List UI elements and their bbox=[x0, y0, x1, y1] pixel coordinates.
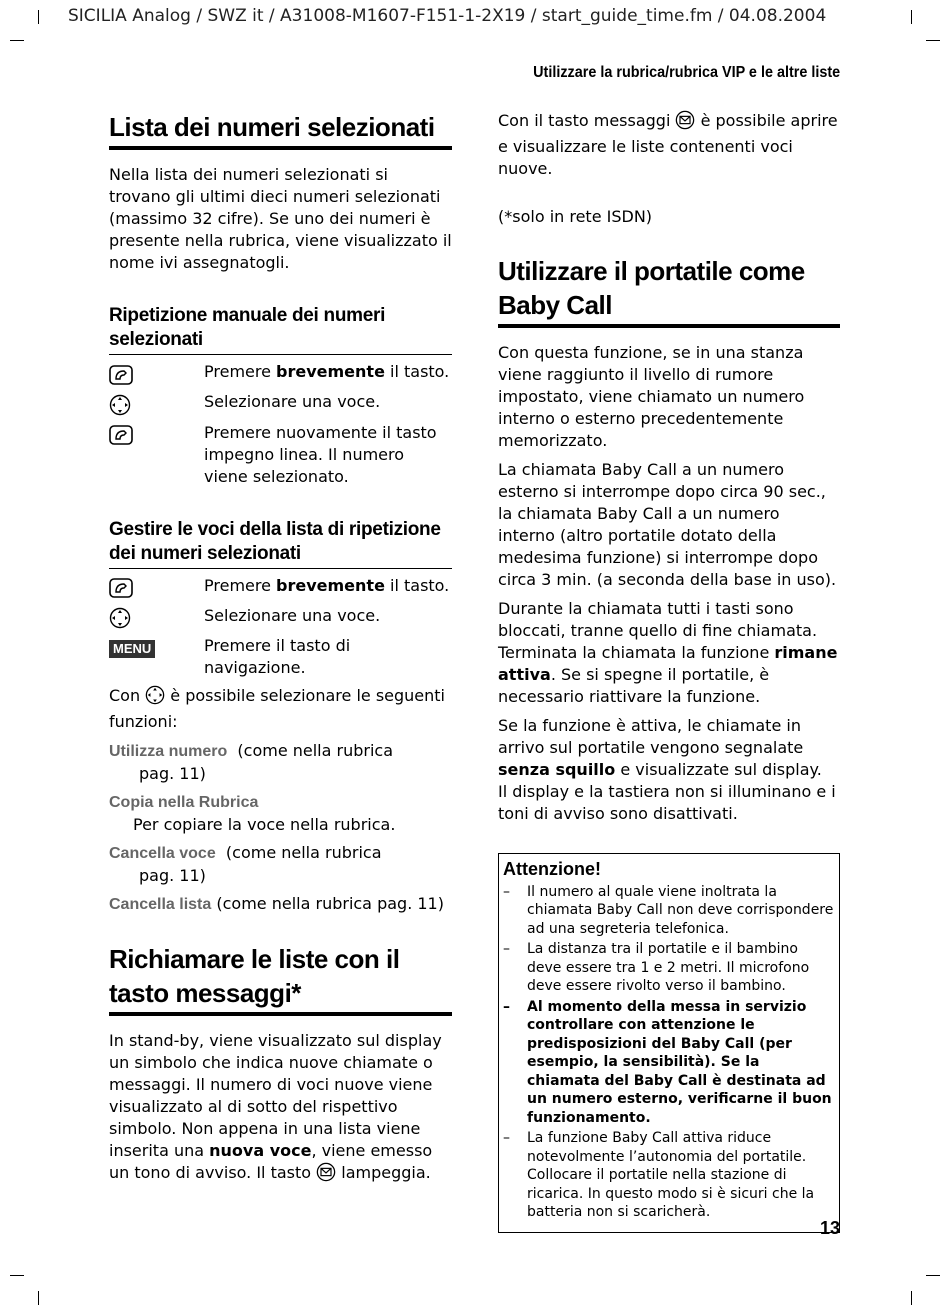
talk-key-icon bbox=[109, 361, 204, 385]
message-key-info: Con il tasto messaggi è possibile aprire e visualizzare le liste contenenti voci nuove. bbox=[498, 111, 838, 178]
crop-mark bbox=[10, 40, 24, 41]
function-item: Cancella lista (come nella rubrica pag. 11) bbox=[109, 894, 444, 913]
function-label: Utilizza numero bbox=[109, 743, 228, 760]
navigation-key-icon bbox=[145, 685, 165, 711]
menu-key: MENU bbox=[109, 640, 155, 658]
function-label: Cancella voce bbox=[109, 845, 216, 862]
step-text: Premere il tasto di navigazione. bbox=[204, 636, 351, 677]
page-number: 13 bbox=[819, 1218, 840, 1238]
message-key-icon bbox=[316, 1162, 336, 1188]
baby-call-paragraph: Durante la chiamata tutti i tasti sono bloccati, tranne quello di fine chiamata. Terminata la chiamata la funzione rimane attiva. Se si spegne il portatile, è necessario riattivare la funzione. bbox=[498, 599, 838, 706]
section-title-baby-call: Utilizzare il portatile come Baby Call bbox=[498, 254, 840, 328]
crop-mark bbox=[911, 10, 912, 24]
talk-key-icon bbox=[109, 575, 204, 599]
warning-list bbox=[503, 883, 835, 1222]
warning-box bbox=[498, 853, 840, 1233]
step-text: Premere brevemente il tasto. bbox=[204, 362, 450, 381]
message-key-icon bbox=[675, 110, 695, 136]
baby-call-paragraph: Con questa funzione, se in una stanza viene raggiunto il livello di rumore impostato, viene chiamato un numero interno o esterno precedentemente memorizzato. bbox=[498, 343, 805, 450]
section-title-message-key: Richiamare le liste con il tasto messaggi* bbox=[109, 942, 452, 1016]
message-key-body: In stand-by, viene visualizzato sul display un simbolo che indica nuove chiamate o messaggi. Il numero di voci nuove viene visualizzato al di sotto del rispettivo simbolo. Non appena in una lista viene inserita una nuova voce, viene emesso un tono di avviso. Il tasto lampeggia. bbox=[109, 1030, 452, 1188]
function-item: Utilizza numero (come nella rubrica pag. 11) bbox=[109, 741, 394, 783]
warning-item: – La distanza tra il portatile e il bambino deve essere tra 1 e 2 metri. Il microfono deve essere rivolto verso il bambino. bbox=[503, 940, 835, 996]
step-text: Premere nuovamente il tasto impegno linea. Il numero viene selezionato. bbox=[204, 422, 437, 486]
document-header: SICILIA Analog / SWZ it / A31008-M1607-F151-1-2X19 / start_guide_time.fm / 04.08.2004 bbox=[68, 6, 827, 26]
crop-mark bbox=[926, 40, 940, 41]
step-text: Selezionare una voce. bbox=[204, 392, 381, 411]
subsection-title-manual-redial: Ripetizione manuale dei numeri selezionati bbox=[109, 304, 452, 355]
step-row bbox=[109, 422, 452, 488]
navigation-key-icon bbox=[109, 605, 204, 630]
baby-call-paragraph: La chiamata Baby Call a un numero esterno si interrompe dopo circa 90 sec., la chiamata Baby Call a un numero interno (altro portatile dotato della medesima funzione) si interrompe dopo circa 3 min. (a seconda della base in uso). bbox=[498, 460, 837, 589]
step-row bbox=[109, 605, 452, 630]
crop-mark bbox=[38, 1291, 39, 1305]
step-row bbox=[109, 391, 452, 416]
warning-item: – Il numero al quale viene inoltrata la chiamata Baby Call non deve corrispondere ad una segreteria telefonica. bbox=[503, 883, 835, 939]
function-label: Cancella lista bbox=[109, 896, 212, 913]
isdn-footnote: (*solo in rete ISDN) bbox=[498, 207, 653, 226]
crop-mark bbox=[911, 1291, 912, 1305]
step-row bbox=[109, 361, 452, 385]
redial-list-intro: Nella lista dei numeri selezionati si trovano gli ultimi dieci numeri selezionati (massimo 32 cifre). Se uno dei numeri è presente nella rubrica, viene visualizzato il nome ivi assegnatogli. bbox=[109, 165, 452, 272]
crop-mark bbox=[38, 10, 39, 24]
step-row bbox=[109, 635, 452, 679]
baby-call-paragraph: Se la funzione è attiva, le chiamate in arrivo sul portatile vengono segnalate senza squillo e visualizzate sul display. Il display e la tastiera non si illuminano e i toni di avviso sono disattivati. bbox=[498, 716, 836, 823]
navigation-key-icon bbox=[109, 391, 204, 416]
left-column bbox=[109, 110, 452, 1195]
function-item: Copia nella Rubrica Per copiare la voce nella rubrica. bbox=[109, 794, 396, 834]
step-text: Premere brevemente il tasto. bbox=[204, 575, 450, 595]
crop-mark bbox=[10, 1275, 24, 1276]
subsection-title-manage-entries: Gestire le voci della lista di ripetizione dei numeri selezionati bbox=[109, 518, 452, 569]
step-row bbox=[109, 575, 452, 599]
step-text: Selezionare una voce. bbox=[204, 605, 381, 625]
warning-item: – La funzione Baby Call attiva riduce notevolmente l’autonomia del portatile. Collocare il portatile nella stazione di ricarica. In questo modo si è sicuri che la batteria non si scaricherà. bbox=[503, 1129, 835, 1222]
section-title-redial-list: Lista dei numeri selezionati bbox=[109, 110, 452, 150]
function-item: Cancella voce (come nella rubrica pag. 11) bbox=[109, 843, 382, 885]
function-label: Copia nella Rubrica bbox=[109, 794, 259, 811]
right-column bbox=[498, 110, 840, 1233]
functions-intro: Con è possibile selezionare le seguenti funzioni: bbox=[109, 686, 445, 731]
talk-key-icon bbox=[109, 422, 204, 488]
crop-mark bbox=[926, 1275, 940, 1276]
warning-item: – Al momento della messa in servizio controllare con attenzione le predisposizioni del Baby Call (per esempio, la sensibilità). Se la chiamata del Baby Call è destinata ad un numero esterno, verificarne il buon funzionamento. bbox=[503, 998, 835, 1128]
warning-title: Attenzione! bbox=[503, 859, 601, 879]
running-head: Utilizzare la rubrica/rubrica VIP e le altre liste bbox=[532, 64, 840, 81]
